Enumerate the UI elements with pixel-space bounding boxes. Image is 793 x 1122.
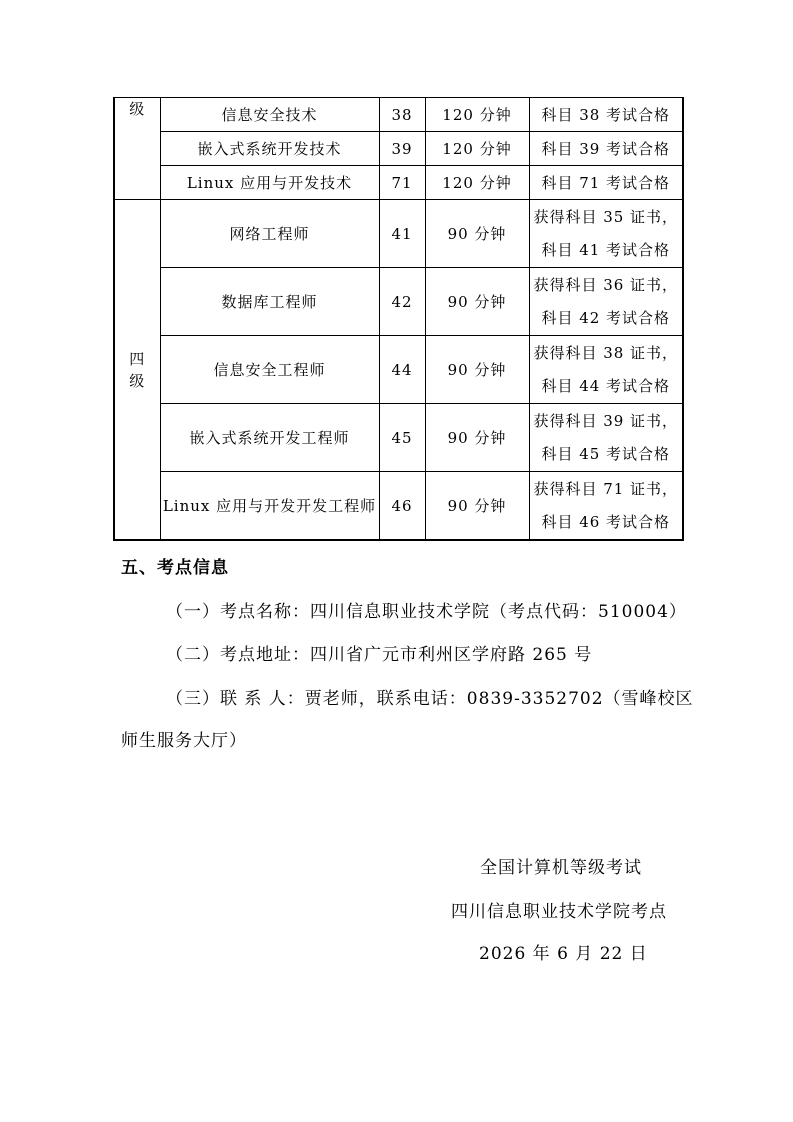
certificate-requirement: 科目 38 考试合格 [529,98,683,132]
certificate-requirement [529,336,683,404]
certificate-requirement [529,200,683,268]
subject-name: 数据库工程师 [160,268,379,336]
level4-label: 四级 [129,349,146,390]
subject-code: 71 [379,166,425,200]
table-row [114,132,683,166]
table-row [114,268,683,336]
level3-label: 级 [129,100,146,118]
table-row [114,336,683,404]
subject-name: Linux 应用与开发技术 [160,166,379,200]
level-cell [114,98,160,200]
subject-code: 38 [379,98,425,132]
subject-name: 信息安全工程师 [160,336,379,404]
exam-duration: 90 分钟 [425,472,529,541]
subject-code: 39 [379,132,425,166]
level-cell [114,200,160,541]
table-row [114,98,683,132]
exam-duration: 90 分钟 [425,268,529,336]
requirement-line: 科目 44 考试合格 [541,376,671,395]
certificate-requirement [529,404,683,472]
requirement-line: 获得科目 36 证书， [533,275,679,294]
signature-site: 四川信息职业技术学院考点 [451,902,667,922]
requirement-line: 科目 46 考试合格 [541,512,671,531]
subject-name: 信息安全技术 [160,98,379,132]
requirement-line: 科目 45 考试合格 [541,444,671,463]
subject-code: 46 [379,472,425,541]
requirement-line: 获得科目 38 证书， [533,343,679,362]
certificate-requirement: 科目 71 考试合格 [529,166,683,200]
requirement-line: 获得科目 71 证书， [533,479,679,498]
subject-name: 网络工程师 [160,200,379,268]
subject-name: 嵌入式系统开发技术 [160,132,379,166]
exam-duration: 90 分钟 [425,336,529,404]
table-row [114,404,683,472]
subject-code: 42 [379,268,425,336]
contact-info-continued: 师生服务大厅） [121,731,247,751]
subject-code: 45 [379,404,425,472]
certificate-requirement: 科目 39 考试合格 [529,132,683,166]
contact-info: （三）联 系 人：贾老师，联系电话：0839-3352702（雪峰校区 [166,689,694,709]
exam-duration: 90 分钟 [425,404,529,472]
certificate-requirement [529,472,683,541]
section-title: 五、考点信息 [121,558,229,578]
subject-code: 44 [379,336,425,404]
requirement-line: 科目 41 考试合格 [541,240,671,259]
exam-duration: 120 分钟 [425,98,529,132]
exam-duration: 120 分钟 [425,132,529,166]
exam-site-name: （一）考点名称：四川信息职业技术学院（考点代码：510004） [166,602,687,622]
subject-name: 嵌入式系统开发工程师 [160,404,379,472]
table-row [114,472,683,541]
certificate-requirement [529,268,683,336]
signature-date: 2026 年 6 月 22 日 [479,944,648,964]
requirement-line: 获得科目 35 证书， [533,207,679,226]
exam-site-address: （二）考点地址：四川省广元市利州区学府路 265 号 [166,645,593,665]
table-row [114,166,683,200]
requirement-line: 科目 42 考试合格 [541,308,671,327]
exam-duration: 120 分钟 [425,166,529,200]
subject-name: Linux 应用与开发开发工程师 [160,472,379,541]
exam-duration: 90 分钟 [425,200,529,268]
requirement-line: 获得科目 39 证书， [533,411,679,430]
exam-subject-table [113,97,684,541]
subject-code: 41 [379,200,425,268]
table-row [114,200,683,268]
signature-org: 全国计算机等级考试 [480,858,642,878]
